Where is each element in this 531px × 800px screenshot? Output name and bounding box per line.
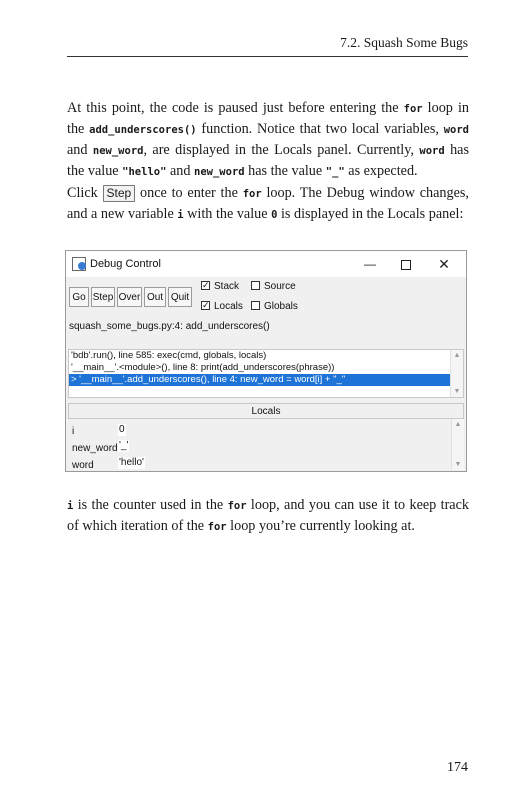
local-value: 0 (119, 424, 125, 435)
globals-checkbox-label: Globals (264, 301, 298, 312)
local-name: word (72, 460, 94, 471)
scroll-up-icon[interactable]: ▲ (454, 421, 462, 428)
scroll-down-icon[interactable]: ▼ (454, 461, 462, 468)
idle-icon (72, 257, 86, 271)
step-button[interactable]: Step (91, 287, 115, 307)
local-value: 'hello' (119, 457, 144, 468)
stack-row[interactable]: 'bdb'.run(), line 585: exec(cmd, globals, locals) (71, 350, 267, 361)
local-value: '_' (119, 440, 129, 451)
debug-control-window (65, 250, 467, 472)
source-checkbox[interactable] (251, 281, 296, 293)
paragraph-step: Click Step once to enter the for loop. The Debug window changes, and a new variable i with the value 0 is displayed in the Locals panel: (67, 185, 469, 222)
checkbox-unchecked-icon (251, 281, 260, 290)
locals-checkbox[interactable] (201, 301, 243, 313)
window-title: Debug Control (90, 258, 161, 270)
checkbox-checked-icon (201, 301, 210, 310)
over-button[interactable]: Over (117, 287, 142, 307)
stack-checkbox-label: Stack (214, 281, 240, 292)
stack-row-selected[interactable]: > '__main__'.add_underscores(), line 4: new_word = word[i] + "_" (69, 374, 455, 386)
stack-list[interactable] (68, 349, 464, 398)
paragraph-counter: i is the counter used in the for loop, and you can use it to keep track of which iteration of the for loop you’re currently looking at. (67, 497, 469, 534)
checkbox-checked-icon (201, 281, 210, 290)
window-titlebar (66, 251, 466, 277)
source-checkbox-label: Source (264, 281, 296, 292)
locals-header: Locals (68, 403, 464, 419)
quit-button[interactable]: Quit (168, 287, 192, 307)
paragraph-intro: At this point, the code is paused just before entering the for loop in the add_underscores() function. Notice that two local variables, word and new_word, are displayed in the Locals panel. Currently, word has the value "hello" and new_word has the value "_" as expected. (67, 100, 469, 179)
local-name: i (72, 426, 75, 437)
globals-checkbox[interactable] (251, 301, 298, 313)
locals-scrollbar[interactable] (451, 419, 464, 470)
stack-row[interactable]: '__main__'.<module>(), line 8: print(add_underscores(phrase)) (71, 362, 335, 373)
running-head: 7.2. Squash Some Bugs (67, 34, 468, 57)
local-name: new_word (72, 443, 118, 454)
stack-checkbox[interactable] (201, 281, 239, 293)
scroll-up-icon[interactable]: ▲ (453, 352, 461, 359)
close-button[interactable]: ✕ (438, 256, 450, 272)
go-button[interactable]: Go (69, 287, 89, 307)
checkbox-unchecked-icon (251, 301, 260, 310)
locals-panel (68, 419, 464, 470)
out-button[interactable]: Out (144, 287, 166, 307)
locals-checkbox-label: Locals (214, 301, 243, 312)
page-number: 174 (447, 760, 468, 775)
maximize-button[interactable] (392, 255, 420, 273)
scroll-down-icon[interactable]: ▼ (453, 388, 461, 395)
maximize-icon (401, 260, 411, 270)
step-key-label: Step (103, 185, 136, 202)
stack-scrollbar[interactable] (450, 350, 463, 397)
minimize-button[interactable]: — (364, 257, 376, 271)
status-line: squash_some_bugs.py:4: add_underscores() (69, 321, 270, 332)
